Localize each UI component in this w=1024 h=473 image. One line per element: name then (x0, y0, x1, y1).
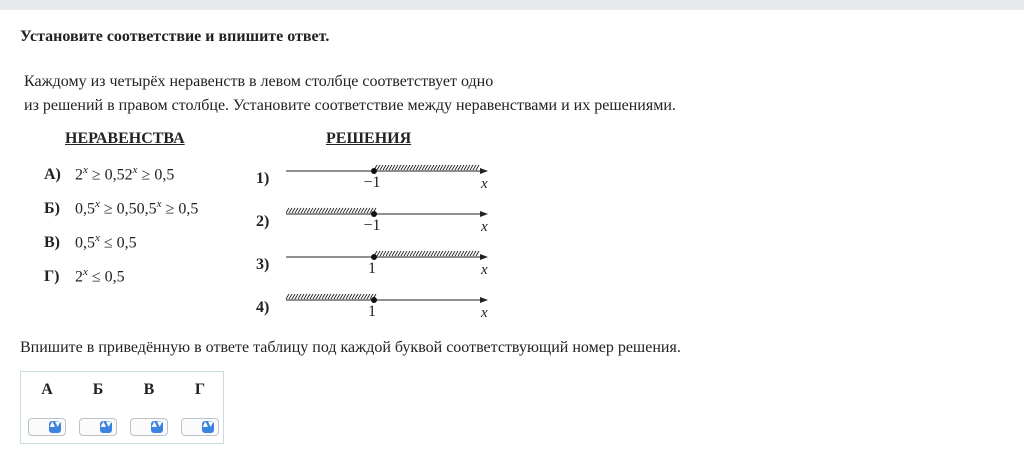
answer-header-g: Г (194, 381, 206, 398)
point-label: 1 (368, 260, 376, 277)
hatch-stroke (304, 294, 307, 299)
inequality-letter: А) (44, 166, 61, 184)
hatch-stroke (328, 294, 331, 299)
hatch-stroke (455, 165, 458, 170)
hatch-stroke (437, 251, 440, 256)
intro-line-1: Каждому из четырёх неравенств в левом столбце соответствует одно (24, 73, 494, 90)
hatch-stroke (337, 208, 340, 213)
hatch-stroke (358, 208, 361, 213)
hatch-stroke (304, 208, 307, 213)
intro-line-2: из решений в правом столбце. Установите соответствие между неравенствами и их решениями. (24, 97, 676, 114)
hatch-stroke (401, 165, 404, 170)
hatch-stroke (337, 294, 340, 299)
axis-label: x (481, 219, 488, 235)
hatch-stroke (349, 208, 352, 213)
hatch-stroke (398, 165, 401, 170)
hatch-stroke (346, 294, 349, 299)
hatch-stroke (446, 251, 449, 256)
answer-prompt: Впишите в приведённую в ответе таблицу под каждой буквой соответствующий номер решения. (20, 339, 681, 356)
hatch-stroke (467, 165, 470, 170)
hatch-stroke (404, 165, 407, 170)
answer-table (20, 371, 224, 444)
inequality-v: В) $0,5^x \le 0,5$ (44, 232, 137, 252)
hatch-stroke (367, 294, 370, 299)
inequality-a: А) $2^x \ge 0,52^x \ge 0,5$ (44, 164, 175, 184)
point-label: −1 (363, 217, 381, 234)
hatch-stroke (364, 208, 367, 213)
hatch-stroke (443, 251, 446, 256)
hatch-stroke (383, 251, 386, 256)
hatch-stroke (395, 165, 398, 170)
hatch-stroke (422, 251, 425, 256)
hatch-stroke (289, 208, 292, 213)
hatch-stroke (367, 208, 370, 213)
hatch-stroke (295, 208, 298, 213)
axis-arrow-icon (480, 168, 488, 174)
hatch-stroke (331, 294, 334, 299)
hatch-stroke (473, 165, 476, 170)
hatch-stroke (355, 208, 358, 213)
task-intro (24, 70, 676, 118)
answer-header-v: В (143, 381, 155, 398)
hatch-stroke (437, 165, 440, 170)
hatch-stroke (343, 208, 346, 213)
hatch-stroke (398, 251, 401, 256)
hatch-stroke (380, 165, 383, 170)
hatch-stroke (389, 165, 392, 170)
hatch-stroke (458, 251, 461, 256)
hatch-stroke (364, 294, 367, 299)
hatch-stroke (386, 251, 389, 256)
hatch-stroke (322, 294, 325, 299)
hatch-stroke (422, 165, 425, 170)
hatch-stroke (470, 165, 473, 170)
hatch-stroke (316, 294, 319, 299)
hatch-stroke (301, 208, 304, 213)
select-arrows-icon: ▲▼ (202, 421, 214, 433)
hatch-stroke (328, 208, 331, 213)
hatch-stroke (407, 251, 410, 256)
hatch-stroke (355, 294, 358, 299)
hatch-stroke (319, 294, 322, 299)
hatch-stroke (407, 165, 410, 170)
hatch-stroke (461, 251, 464, 256)
hatch-stroke (286, 208, 289, 213)
hatch-stroke (452, 251, 455, 256)
hatch-stroke (313, 208, 316, 213)
hatch-stroke (446, 165, 449, 170)
hatch-stroke (413, 251, 416, 256)
answer-header-b: Б (92, 381, 104, 398)
answer-select-g[interactable] (181, 418, 219, 436)
hatch-stroke (395, 251, 398, 256)
hatch-stroke (476, 165, 479, 170)
hatch-stroke (452, 165, 455, 170)
hatch-stroke (458, 165, 461, 170)
hatch-stroke (461, 165, 464, 170)
axis-label: x (481, 305, 488, 321)
hatch-stroke (319, 208, 322, 213)
hatch-stroke (425, 251, 428, 256)
select-arrows-icon: ▲▼ (49, 421, 61, 433)
answer-select-b[interactable] (79, 418, 117, 436)
inequalities-heading: НЕРАВЕНСТВА (65, 130, 185, 147)
hatch-stroke (310, 294, 313, 299)
hatch-stroke (389, 251, 392, 256)
hatch-stroke (464, 251, 467, 256)
axis-arrow-icon (480, 254, 488, 260)
hatch-stroke (292, 208, 295, 213)
hatch-stroke (361, 208, 364, 213)
task-title: Установите соответствие и впишите ответ. (20, 28, 330, 45)
hatch-stroke (352, 294, 355, 299)
hatch-stroke (410, 251, 413, 256)
hatch-stroke (428, 165, 431, 170)
hatch-stroke (346, 208, 349, 213)
hatch-stroke (467, 251, 470, 256)
hatch-stroke (361, 294, 364, 299)
hatch-stroke (431, 251, 434, 256)
hatch-stroke (434, 165, 437, 170)
point-label: 1 (368, 303, 376, 320)
hatch-stroke (392, 251, 395, 256)
hatch-stroke (307, 294, 310, 299)
hatch-stroke (419, 251, 422, 256)
hatch-stroke (413, 165, 416, 170)
hatch-stroke (473, 251, 476, 256)
hatch-stroke (313, 294, 316, 299)
hatch-stroke (386, 165, 389, 170)
hatch-stroke (416, 251, 419, 256)
solution-number-4: 4) (256, 299, 270, 316)
answer-header-a: А (41, 381, 53, 398)
hatch-stroke (449, 165, 452, 170)
hatch-stroke (470, 251, 473, 256)
hatch-stroke (377, 251, 380, 256)
solutions-heading: РЕШЕНИЯ (326, 130, 412, 147)
inequality-b: Б) $0,5^x \ge 0,50,5^x \ge 0,5$ (44, 198, 199, 218)
hatch-stroke (316, 208, 319, 213)
hatch-stroke (404, 251, 407, 256)
hatch-stroke (383, 165, 386, 170)
hatch-stroke (352, 208, 355, 213)
hatch-stroke (419, 165, 422, 170)
select-arrows-icon: ▲▼ (100, 421, 112, 433)
hatch-stroke (449, 251, 452, 256)
inequality-letter: В) (44, 234, 60, 252)
hatch-stroke (298, 208, 301, 213)
hatch-stroke (410, 165, 413, 170)
hatch-stroke (295, 294, 298, 299)
hatch-stroke (343, 294, 346, 299)
hatch-stroke (392, 165, 395, 170)
hatch-stroke (428, 251, 431, 256)
solution-number-1: 1) (256, 170, 270, 187)
point-label: −1 (363, 174, 381, 191)
hatch-stroke (380, 251, 383, 256)
hatch-stroke (440, 165, 443, 170)
hatch-stroke (307, 208, 310, 213)
hatch-stroke (349, 294, 352, 299)
inequality-letter: Г) (44, 268, 60, 286)
hatch-stroke (416, 165, 419, 170)
inequality-g: Г) $2^x \le 0,5$ (44, 266, 125, 286)
solution-number-3: 3) (256, 256, 270, 273)
hatch-stroke (425, 165, 428, 170)
hatch-stroke (401, 251, 404, 256)
hatch-stroke (310, 208, 313, 213)
axis-label: x (481, 176, 488, 192)
hatch-stroke (334, 294, 337, 299)
top-bar (0, 0, 1024, 10)
number-lines (280, 155, 500, 327)
hatch-stroke (464, 165, 467, 170)
hatch-stroke (325, 294, 328, 299)
inequality-letter: Б) (44, 200, 60, 218)
hatch-stroke (325, 208, 328, 213)
hatch-stroke (292, 294, 295, 299)
hatch-stroke (286, 294, 289, 299)
hatch-stroke (358, 294, 361, 299)
hatch-stroke (331, 208, 334, 213)
hatch-stroke (377, 165, 380, 170)
hatch-stroke (301, 294, 304, 299)
hatch-stroke (431, 165, 434, 170)
hatch-stroke (434, 251, 437, 256)
hatch-stroke (443, 165, 446, 170)
hatch-stroke (334, 208, 337, 213)
answer-select-v[interactable] (130, 418, 168, 436)
hatch-stroke (476, 251, 479, 256)
select-arrows-icon: ▲▼ (151, 421, 163, 433)
solution-number-2: 2) (256, 213, 270, 230)
hatch-stroke (340, 294, 343, 299)
hatch-stroke (289, 294, 292, 299)
axis-arrow-icon (480, 211, 488, 217)
hatch-stroke (298, 294, 301, 299)
answer-select-a[interactable] (28, 418, 66, 436)
hatch-stroke (455, 251, 458, 256)
axis-label: x (481, 262, 488, 278)
hatch-stroke (340, 208, 343, 213)
hatch-stroke (322, 208, 325, 213)
axis-arrow-icon (480, 297, 488, 303)
hatch-stroke (440, 251, 443, 256)
